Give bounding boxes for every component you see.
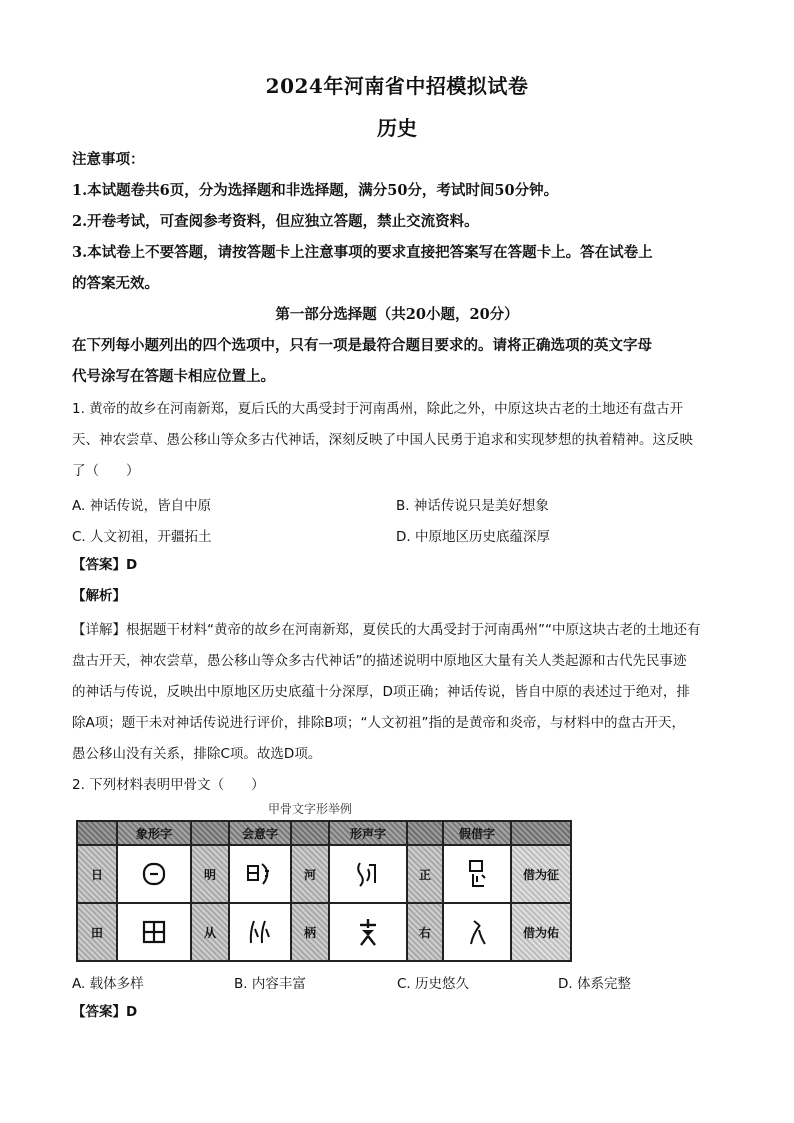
oracle-glyph-ri <box>117 845 191 903</box>
notice-item-3: 3.本试卷上不要答题，请按答题卡上注意事项的要求直接把答案写在答题卡上。答在试卷上 <box>72 244 653 261</box>
oracle-glyph-zheng <box>443 845 511 903</box>
char-label: 明 <box>191 845 229 903</box>
q1-detail-line-1: 【详解】根据题干材料“黄帝的故乡在河南新郑，夏侯氏的大禹受封于河南禹州”“中原这块古老的土地还有 <box>72 622 701 638</box>
q2-option-b: B. 内容丰富 <box>234 976 306 992</box>
q1-option-c: C. 人文初祖，开疆拓土 <box>72 529 212 545</box>
loan-note: 借为佑 <box>511 903 571 961</box>
q2-option-d: D. 体系完整 <box>558 976 631 992</box>
part1-heading: 第一部分选择题（共20小题，20分） <box>275 306 519 323</box>
q1-stem-line-2: 天、神农尝草、愚公移山等众多古代神话，深刻反映了中国人民勇于追求和实现梦想的执着精神。这反映 <box>72 432 693 448</box>
char-label: 从 <box>191 903 229 961</box>
q1-stem-line-3: 了（ ） <box>72 463 140 479</box>
q1-answer: 【答案】D <box>72 557 138 573</box>
header-spacer <box>77 821 117 845</box>
oracle-glyph-cong <box>229 903 291 961</box>
q2-stem: 2. 下列材料表明甲骨文（ ） <box>72 777 265 793</box>
notice-heading: 注意事项： <box>72 151 145 168</box>
q1-option-b: B. 神话传说只是美好想象 <box>396 498 549 514</box>
subject-title: 历史 <box>377 116 417 140</box>
notice-item-2: 2.开卷考试，可查阅参考资料，但应独立答题，禁止交流资料。 <box>72 213 479 230</box>
header-spacer <box>191 821 229 845</box>
table-row <box>77 845 571 903</box>
notice-item-1: 1.本试题卷共6页，分为选择题和非选择题，满分50分，考试时间50分钟。 <box>72 182 559 199</box>
exam-title: 2024年河南省中招模拟试卷 <box>265 74 529 98</box>
loan-note: 借为征 <box>511 845 571 903</box>
q1-detail-line-5: 愚公移山没有关系，排除C项。故选D项。 <box>72 746 322 762</box>
q2-answer: 【答案】D <box>72 1004 138 1020</box>
oracle-bone-table <box>76 820 572 962</box>
q1-detail-line-4: 除A项；题干未对神话传说进行评价，排除B项；“人文初祖”指的是黄帝和炎帝，与材料中的盘古开天， <box>72 715 685 731</box>
table-header-row <box>77 821 571 845</box>
char-label: 日 <box>77 845 117 903</box>
q1-option-d: D. 中原地区历史底蕴深厚 <box>396 529 550 545</box>
header-spacer <box>291 821 329 845</box>
header-loan: 假借字 <box>443 821 511 845</box>
char-label: 正 <box>407 845 443 903</box>
part1-instruction-1: 在下列每小题列出的四个选项中，只有一项是最符合题目要求的。请将正确选项的英文字母 <box>72 337 652 354</box>
notice-item-3-cont: 的答案无效。 <box>72 275 159 292</box>
char-label: 柄 <box>291 903 329 961</box>
oracle-glyph-bing <box>329 903 407 961</box>
part1-instruction-2: 代号涂写在答题卡相应位置上。 <box>72 368 275 385</box>
char-label: 田 <box>77 903 117 961</box>
char-label: 河 <box>291 845 329 903</box>
q2-option-a: A. 载体多样 <box>72 976 144 992</box>
char-label: 右 <box>407 903 443 961</box>
q1-analysis-label: 【解析】 <box>72 588 126 604</box>
figure-caption: 甲骨文字形举例 <box>268 802 353 816</box>
q2-option-c: C. 历史悠久 <box>397 976 470 992</box>
header-spacer <box>511 821 571 845</box>
q1-stem-line-1: 1. 黄帝的故乡在河南新郑，夏后氏的大禹受封于河南禹州，除此之外，中原这块古老的土地还有盘古开 <box>72 401 684 417</box>
q1-detail-line-2: 盘古开天，神农尝草，愚公移山等众多古代神话”的描述说明中原地区大量有关人类起源和古代先民事迹 <box>72 653 687 669</box>
oracle-glyph-ming <box>229 845 291 903</box>
q1-detail-line-3: 的神话与传说，反映出中原地区历史底蕴十分深厚，D项正确；神话传说，皆自中原的表述过于绝对，排 <box>72 684 690 700</box>
oracle-glyph-he <box>329 845 407 903</box>
oracle-glyph-you <box>443 903 511 961</box>
oracle-glyph-tian <box>117 903 191 961</box>
header-spacer <box>407 821 443 845</box>
table-row <box>77 903 571 961</box>
header-pictograph: 象形字 <box>117 821 191 845</box>
header-ideograph: 会意字 <box>229 821 291 845</box>
q1-option-a: A. 神话传说，皆自中原 <box>72 498 212 514</box>
header-phonosemantic: 形声字 <box>329 821 407 845</box>
